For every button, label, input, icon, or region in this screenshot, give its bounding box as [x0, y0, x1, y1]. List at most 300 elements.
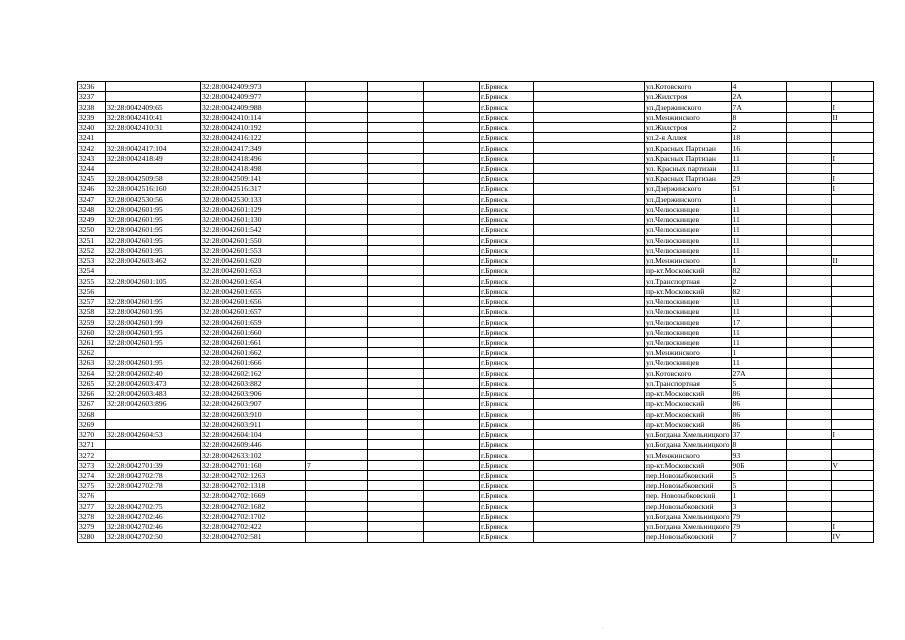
house-number: 11	[731, 337, 786, 347]
house-number: 7	[731, 532, 786, 542]
category	[831, 194, 873, 204]
city: г.Брянск	[480, 440, 534, 450]
table-row	[78, 82, 874, 92]
house-number: 2А	[731, 92, 786, 102]
city: г.Брянск	[480, 368, 534, 378]
unit-number	[306, 399, 368, 409]
blank-col-2	[534, 296, 645, 306]
table-row	[78, 153, 874, 163]
category	[831, 296, 873, 306]
extra-col-2	[786, 511, 831, 521]
cadastral-number: 32:28:0042601:659	[201, 317, 306, 327]
extra-col	[368, 429, 424, 439]
street: ул.Челюскинцев	[645, 327, 732, 337]
cadastral-parent: 32:28:0042601:95	[106, 245, 201, 255]
cadastral-parent: 32:28:0042509:58	[106, 174, 201, 184]
category: I	[831, 522, 873, 532]
extra-col	[368, 440, 424, 450]
city: г.Брянск	[480, 460, 534, 470]
cadastral-number: 32:28:0042601:661	[201, 337, 306, 347]
cadastral-parent: 32:28:0042602:40	[106, 368, 201, 378]
blank-col-2	[534, 348, 645, 358]
unit-number	[306, 501, 368, 511]
cadastral-number: 32:28:0042603:882	[201, 378, 306, 388]
row-number: 3239	[78, 112, 106, 122]
table-row	[78, 215, 874, 225]
unit-number	[306, 255, 368, 265]
extra-col	[368, 501, 424, 511]
city: г.Брянск	[480, 307, 534, 317]
cadastral-number: 32:28:0042603:911	[201, 419, 306, 429]
cadastral-parent: 32:28:0042601:95	[106, 327, 201, 337]
street: ул.Котовского	[645, 82, 732, 92]
extra-col-2	[786, 327, 831, 337]
street: ул.Дзержинского	[645, 184, 732, 194]
table-row	[78, 143, 874, 153]
extra-col-2	[786, 317, 831, 327]
unit-number	[306, 470, 368, 480]
extra-col	[368, 522, 424, 532]
extra-col-2	[786, 255, 831, 265]
table-row	[78, 317, 874, 327]
extra-col	[368, 133, 424, 143]
cadastral-parent: 32:28:0042601:95	[106, 204, 201, 214]
cadastral-parent: 32:28:0042417:104	[106, 143, 201, 153]
blank-col	[424, 501, 480, 511]
row-number: 3260	[78, 327, 106, 337]
blank-col-2	[534, 368, 645, 378]
cadastral-parent: 32:28:0042702:75	[106, 501, 201, 511]
cadastral-number: 32:28:0042603:907	[201, 399, 306, 409]
cadastral-parent	[106, 92, 201, 102]
blank-col	[424, 225, 480, 235]
blank-col	[424, 235, 480, 245]
table-row	[78, 491, 874, 501]
table-row	[78, 266, 874, 276]
blank-col-2	[534, 337, 645, 347]
row-number: 3252	[78, 245, 106, 255]
blank-col-2	[534, 481, 645, 491]
house-number: 1	[731, 255, 786, 265]
cadastral-parent: 32:28:0042418:49	[106, 153, 201, 163]
extra-col	[368, 337, 424, 347]
house-number: 86	[731, 409, 786, 419]
blank-col	[424, 378, 480, 388]
street: ул.Красных Партизан	[645, 153, 732, 163]
category	[831, 143, 873, 153]
extra-col	[368, 307, 424, 317]
street: ул.Челюскинцев	[645, 204, 732, 214]
street: ул.Челюскинцев	[645, 337, 732, 347]
extra-col	[368, 266, 424, 276]
house-number: 11	[731, 327, 786, 337]
extra-col	[368, 358, 424, 368]
row-number: 3268	[78, 409, 106, 419]
category	[831, 225, 873, 235]
cadastral-number: 32:28:0042601:550	[201, 235, 306, 245]
city: г.Брянск	[480, 266, 534, 276]
house-number: 4	[731, 82, 786, 92]
house-number: 11	[731, 296, 786, 306]
row-number: 3259	[78, 317, 106, 327]
blank-col	[424, 327, 480, 337]
row-number: 3278	[78, 511, 106, 521]
category	[831, 266, 873, 276]
row-number: 3276	[78, 491, 106, 501]
cadastral-parent: 32:28:0042603:483	[106, 389, 201, 399]
table-row	[78, 460, 874, 470]
house-number: 93	[731, 450, 786, 460]
street: ул.Челюскинцев	[645, 235, 732, 245]
table-row	[78, 307, 874, 317]
table-row	[78, 204, 874, 214]
extra-col-2	[786, 481, 831, 491]
row-number: 3258	[78, 307, 106, 317]
city: г.Брянск	[480, 399, 534, 409]
table-row	[78, 470, 874, 480]
category: I	[831, 429, 873, 439]
unit-number	[306, 235, 368, 245]
category	[831, 286, 873, 296]
unit-number	[306, 245, 368, 255]
street: ул.Челюскинцев	[645, 215, 732, 225]
city: г.Брянск	[480, 255, 534, 265]
city: г.Брянск	[480, 286, 534, 296]
unit-number	[306, 215, 368, 225]
row-number: 3243	[78, 153, 106, 163]
city: г.Брянск	[480, 82, 534, 92]
city: г.Брянск	[480, 133, 534, 143]
row-number: 3275	[78, 481, 106, 491]
extra-col-2	[786, 153, 831, 163]
house-number: 86	[731, 419, 786, 429]
street: ул.Менжинского	[645, 450, 732, 460]
blank-col-2	[534, 143, 645, 153]
blank-col-2	[534, 286, 645, 296]
blank-col-2	[534, 245, 645, 255]
cadastral-number: 32:28:0042702:1669	[201, 491, 306, 501]
blank-col-2	[534, 470, 645, 480]
table-row	[78, 378, 874, 388]
extra-col-2	[786, 440, 831, 450]
blank-col-2	[534, 501, 645, 511]
category	[831, 133, 873, 143]
street: пр-кт.Московский	[645, 419, 732, 429]
extra-col-2	[786, 532, 831, 542]
blank-col	[424, 276, 480, 286]
extra-col-2	[786, 491, 831, 501]
row-number: 3237	[78, 92, 106, 102]
category	[831, 82, 873, 92]
unit-number	[306, 174, 368, 184]
blank-col	[424, 317, 480, 327]
city: г.Брянск	[480, 122, 534, 132]
row-number: 3240	[78, 122, 106, 132]
extra-col-2	[786, 235, 831, 245]
table-row	[78, 409, 874, 419]
extra-col	[368, 255, 424, 265]
category: IV	[831, 532, 873, 542]
blank-col-2	[534, 163, 645, 173]
city: г.Брянск	[480, 327, 534, 337]
category	[831, 122, 873, 132]
category: II	[831, 112, 873, 122]
table-row	[78, 255, 874, 265]
cadastral-parent: 32:28:0042702:78	[106, 481, 201, 491]
cadastral-number: 32:28:0042409:973	[201, 82, 306, 92]
blank-col	[424, 122, 480, 132]
blank-col	[424, 143, 480, 153]
category	[831, 389, 873, 399]
unit-number	[306, 368, 368, 378]
cadastral-parent: 32:28:0042603:462	[106, 255, 201, 265]
row-number: 3255	[78, 276, 106, 286]
street: пер.Новозыбковский	[645, 470, 732, 480]
house-number: 1	[731, 194, 786, 204]
blank-col	[424, 266, 480, 276]
blank-col-2	[534, 276, 645, 286]
extra-col-2	[786, 133, 831, 143]
cadastral-number: 32:28:0042509:141	[201, 174, 306, 184]
cadastral-parent: 32:28:0042604:53	[106, 429, 201, 439]
street: ул. Красных партизан	[645, 163, 732, 173]
table-row	[78, 225, 874, 235]
house-number: 90Б	[731, 460, 786, 470]
row-number: 3257	[78, 296, 106, 306]
extra-col	[368, 174, 424, 184]
unit-number	[306, 481, 368, 491]
house-number: 86	[731, 389, 786, 399]
unit-number	[306, 133, 368, 143]
blank-col	[424, 440, 480, 450]
blank-col-2	[534, 133, 645, 143]
row-number: 3263	[78, 358, 106, 368]
cadastral-parent: 32:28:0042601:95	[106, 337, 201, 347]
street: ул.Котовского	[645, 368, 732, 378]
blank-col	[424, 532, 480, 542]
house-number: 11	[731, 225, 786, 235]
category	[831, 511, 873, 521]
extra-col-2	[786, 337, 831, 347]
table-row	[78, 194, 874, 204]
cadastral-number: 32:28:0042601:542	[201, 225, 306, 235]
city: г.Брянск	[480, 522, 534, 532]
extra-col	[368, 296, 424, 306]
extra-col	[368, 112, 424, 122]
category: I	[831, 102, 873, 112]
blank-col-2	[534, 317, 645, 327]
category	[831, 215, 873, 225]
extra-col	[368, 153, 424, 163]
table-row	[78, 184, 874, 194]
city: г.Брянск	[480, 501, 534, 511]
unit-number	[306, 317, 368, 327]
house-number: 8	[731, 112, 786, 122]
house-number: 18	[731, 133, 786, 143]
category	[831, 317, 873, 327]
house-number: 2	[731, 122, 786, 132]
cadastral-parent: 32:28:0042530:56	[106, 194, 201, 204]
extra-col-2	[786, 522, 831, 532]
extra-col	[368, 184, 424, 194]
city: г.Брянск	[480, 389, 534, 399]
cadastral-parent: 32:28:0042601:105	[106, 276, 201, 286]
row-number: 3253	[78, 255, 106, 265]
street: пер.Новозыбковский	[645, 501, 732, 511]
table-row	[78, 122, 874, 132]
cadastral-number: 32:28:0042701:160	[201, 460, 306, 470]
cadastral-parent: 32:28:0042603:473	[106, 378, 201, 388]
table-row	[78, 245, 874, 255]
house-number: 11	[731, 153, 786, 163]
row-number: 3270	[78, 429, 106, 439]
unit-number	[306, 511, 368, 521]
unit-number	[306, 194, 368, 204]
extra-col	[368, 378, 424, 388]
cadastral-parent: 32:28:0042702:78	[106, 470, 201, 480]
cadastral-parent	[106, 440, 201, 450]
street: ул.Челюскинцев	[645, 358, 732, 368]
house-number: 82	[731, 286, 786, 296]
unit-number	[306, 112, 368, 122]
page-mark: ·	[602, 626, 604, 632]
house-number: 27А	[731, 368, 786, 378]
cadastral-number: 32:28:0042409:977	[201, 92, 306, 102]
blank-col	[424, 307, 480, 317]
blank-col	[424, 163, 480, 173]
cadastral-number: 32:28:0042601:129	[201, 204, 306, 214]
unit-number	[306, 102, 368, 112]
category	[831, 358, 873, 368]
extra-col	[368, 327, 424, 337]
cadastral-parent: 32:28:0042603:896	[106, 399, 201, 409]
row-number: 3277	[78, 501, 106, 511]
house-number: 11	[731, 245, 786, 255]
extra-col-2	[786, 460, 831, 470]
blank-col-2	[534, 174, 645, 184]
street: пр-кт.Московский	[645, 399, 732, 409]
cadastral-number: 32:28:0042633:102	[201, 450, 306, 460]
city: г.Брянск	[480, 337, 534, 347]
blank-col	[424, 245, 480, 255]
blank-col-2	[534, 255, 645, 265]
extra-col-2	[786, 450, 831, 460]
category	[831, 163, 873, 173]
table-row	[78, 358, 874, 368]
row-number: 3236	[78, 82, 106, 92]
extra-col	[368, 470, 424, 480]
house-number: 17	[731, 317, 786, 327]
unit-number	[306, 184, 368, 194]
unit-number	[306, 491, 368, 501]
category	[831, 470, 873, 480]
extra-col	[368, 194, 424, 204]
unit-number	[306, 92, 368, 102]
blank-col	[424, 358, 480, 368]
blank-col	[424, 255, 480, 265]
city: г.Брянск	[480, 225, 534, 235]
unit-number	[306, 337, 368, 347]
blank-col	[424, 348, 480, 358]
extra-col-2	[786, 266, 831, 276]
cadastral-parent	[106, 450, 201, 460]
blank-col-2	[534, 92, 645, 102]
table-row	[78, 327, 874, 337]
row-number: 3247	[78, 194, 106, 204]
extra-col-2	[786, 399, 831, 409]
street: ул.Богдана Хмельницкого	[646, 430, 730, 440]
blank-col-2	[534, 266, 645, 276]
street: ул.2-я Аллея	[645, 133, 732, 143]
blank-col	[424, 82, 480, 92]
row-number: 3242	[78, 143, 106, 153]
street: ул.Дзержинского	[645, 194, 732, 204]
category: I	[831, 153, 873, 163]
unit-number	[306, 327, 368, 337]
cadastral-parent	[106, 163, 201, 173]
unit-number	[306, 296, 368, 306]
city: г.Брянск	[480, 419, 534, 429]
blank-col	[424, 112, 480, 122]
extra-col-2	[786, 194, 831, 204]
street: пер.Новозыбковский	[645, 481, 732, 491]
extra-col-2	[786, 307, 831, 317]
table-row	[78, 337, 874, 347]
street: пр-кт.Московский	[645, 286, 732, 296]
extra-col	[368, 491, 424, 501]
cadastral-number: 32:28:0042601:553	[201, 245, 306, 255]
table-row	[78, 112, 874, 122]
street: ул.Красных Партизан	[645, 174, 732, 184]
city: г.Брянск	[480, 511, 534, 521]
house-number: 82	[731, 266, 786, 276]
table-row	[78, 440, 874, 450]
row-number: 3274	[78, 470, 106, 480]
blank-col	[424, 296, 480, 306]
row-number: 3262	[78, 348, 106, 358]
unit-number	[306, 522, 368, 532]
extra-col-2	[786, 92, 831, 102]
street: ул.Челюскинцев	[645, 317, 732, 327]
blank-col	[424, 204, 480, 214]
cadastral-parent	[106, 419, 201, 429]
table-row	[78, 389, 874, 399]
house-number: 86	[731, 399, 786, 409]
city: г.Брянск	[480, 143, 534, 153]
house-number: 11	[731, 307, 786, 317]
street: ул.Богдана Хмельницкого	[646, 511, 730, 521]
extra-col-2	[786, 368, 831, 378]
extra-col	[368, 235, 424, 245]
cadastral-parent	[106, 409, 201, 419]
cadastral-number: 32:28:0042702:1682	[201, 501, 306, 511]
house-number: 5	[731, 470, 786, 480]
blank-col	[424, 174, 480, 184]
cadastral-number: 32:28:0042601:660	[201, 327, 306, 337]
blank-col-2	[534, 215, 645, 225]
house-number: 7А	[731, 102, 786, 112]
cadastral-number: 32:28:0042601:653	[201, 266, 306, 276]
blank-col	[424, 470, 480, 480]
house-number: 79	[731, 511, 786, 521]
extra-col	[368, 204, 424, 214]
blank-col	[424, 419, 480, 429]
table-row	[78, 522, 874, 532]
blank-col-2	[534, 327, 645, 337]
blank-col-2	[534, 184, 645, 194]
street: ул.Челюскинцев	[645, 245, 732, 255]
cadastral-number: 32:28:0042603:910	[201, 409, 306, 419]
